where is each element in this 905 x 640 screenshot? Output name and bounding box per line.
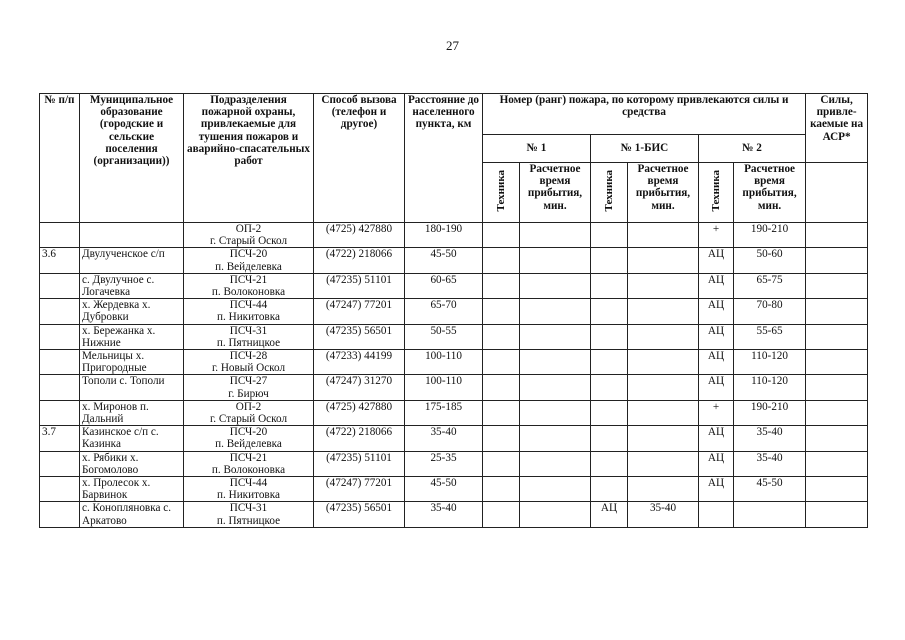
page-number: 27 (446, 38, 459, 53)
header-asr: Силы, привле-каемые на АСР* (806, 94, 868, 163)
unit-name: ПСЧ-44 (229, 299, 268, 312)
unit-name: ПСЧ-21 (229, 273, 268, 286)
row-tech-1 (483, 350, 520, 375)
row-tech-2: АЦ (699, 426, 734, 451)
header-time-1bis: Расчетное время прибытия, мин. (628, 163, 699, 223)
row-tech-1bis (591, 273, 628, 298)
row-time-1bis (628, 451, 699, 476)
header-asr-blank (806, 163, 868, 223)
header-municipality: Муниципальное образование (городские и сельские поселения (организации)) (80, 94, 184, 223)
unit-location: п. Вейделевка (215, 260, 282, 273)
row-time-1 (520, 248, 591, 273)
header-tech-2: Техника (699, 163, 734, 223)
row-tech-1bis (591, 248, 628, 273)
row-time-1 (520, 273, 591, 298)
unit-name: ПСЧ-21 (229, 451, 268, 464)
header-unit: Подразделения пожарной охраны, привлекаемые для тушения пожаров и аварийно-спасательных работ (184, 94, 314, 223)
row-tech-1 (483, 502, 520, 527)
unit-name: ПСЧ-31 (229, 324, 268, 337)
row-distance: 175-185 (405, 400, 483, 425)
row-time-1 (520, 375, 591, 400)
row-municipality: х. Пролесок х. Барвинок (80, 477, 184, 502)
row-tech-1 (483, 299, 520, 324)
table-row (40, 248, 868, 273)
row-distance: 100-110 (405, 375, 483, 400)
row-tech-1 (483, 223, 520, 248)
row-unit (184, 477, 314, 502)
row-asr (806, 375, 868, 400)
unit-location: п. Волоконовка (211, 463, 286, 476)
unit-name: ПСЧ-31 (229, 502, 268, 515)
row-tech-1bis (591, 451, 628, 476)
header-tech-1: Техника (483, 163, 520, 223)
row-time-2: 190-210 (734, 223, 806, 248)
row-time-1 (520, 400, 591, 425)
row-asr (806, 273, 868, 298)
row-municipality: Мельницы х. Пригородные (80, 350, 184, 375)
row-tech-1bis (591, 350, 628, 375)
row-asr (806, 248, 868, 273)
row-asr (806, 223, 868, 248)
row-time-2: 50-60 (734, 248, 806, 273)
row-time-2: 110-120 (734, 375, 806, 400)
row-time-1bis (628, 273, 699, 298)
row-time-1 (520, 299, 591, 324)
row-tech-2: АЦ (699, 350, 734, 375)
unit-location: г. Старый Оскол (209, 235, 288, 248)
row-tech-1bis (591, 375, 628, 400)
row-tech-2: АЦ (699, 248, 734, 273)
row-time-2: 110-120 (734, 350, 806, 375)
row-asr (806, 350, 868, 375)
row-distance: 60-65 (405, 273, 483, 298)
unit-location: г. Бирюч (228, 387, 269, 400)
table-row (40, 477, 868, 502)
table-row (40, 400, 868, 425)
row-tech-2: АЦ (699, 451, 734, 476)
row-tech-2: АЦ (699, 273, 734, 298)
header-tech-1bis: Техника (591, 163, 628, 223)
row-unit (184, 248, 314, 273)
row-tech-2: + (699, 400, 734, 425)
row-unit (184, 502, 314, 527)
unit-location: г. Новый Оскол (211, 362, 286, 375)
row-time-1bis: 35-40 (628, 502, 699, 527)
row-time-1bis (628, 324, 699, 349)
table-row (40, 451, 868, 476)
row-tech-2 (699, 502, 734, 527)
header-num: № п/п (40, 94, 80, 223)
row-unit (184, 375, 314, 400)
row-phone: (4725) 427880 (314, 223, 405, 248)
row-time-1bis (628, 375, 699, 400)
unit-location: п. Вейделевка (215, 438, 282, 451)
row-asr (806, 477, 868, 502)
row-municipality: с. Двулучное с. Логачевка (80, 273, 184, 298)
row-time-2: 35-40 (734, 451, 806, 476)
row-unit (184, 400, 314, 425)
unit-name: ПСЧ-27 (229, 375, 268, 388)
row-time-1 (520, 324, 591, 349)
row-tech-2: АЦ (699, 477, 734, 502)
header-time-2: Расчетное время прибытия, мин. (734, 163, 806, 223)
row-unit (184, 273, 314, 298)
row-distance: 45-50 (405, 248, 483, 273)
row-asr (806, 400, 868, 425)
row-tech-1 (483, 426, 520, 451)
table-body (40, 223, 868, 528)
unit-name: ОП-2 (235, 223, 262, 235)
table-row (40, 350, 868, 375)
row-unit (184, 451, 314, 476)
row-time-1 (520, 477, 591, 502)
row-phone: (47235) 56501 (314, 502, 405, 527)
row-tech-2: АЦ (699, 375, 734, 400)
table-row (40, 426, 868, 451)
row-num: 3.7 (40, 426, 80, 451)
header-time-1: Расчетное время прибытия, мин. (520, 163, 591, 223)
row-municipality: х. Жердевка х. Дубровки (80, 299, 184, 324)
row-time-1 (520, 350, 591, 375)
row-tech-1 (483, 400, 520, 425)
row-municipality: х. Миронов п. Дальний (80, 400, 184, 425)
row-num (40, 400, 80, 425)
unit-name: ПСЧ-20 (229, 248, 268, 261)
row-municipality (80, 223, 184, 248)
row-phone: (47247) 77201 (314, 477, 405, 502)
header-distance: Расстояние до населенного пункта, км (405, 94, 483, 223)
row-time-2 (734, 502, 806, 527)
row-phone: (4722) 218066 (314, 426, 405, 451)
row-num: 3.6 (40, 248, 80, 273)
table-row (40, 375, 868, 400)
row-unit (184, 350, 314, 375)
row-time-1bis (628, 248, 699, 273)
table-row (40, 502, 868, 527)
unit-location: п. Пятницкое (216, 336, 281, 349)
table-row (40, 299, 868, 324)
row-phone: (47235) 51101 (314, 451, 405, 476)
row-distance: 50-55 (405, 324, 483, 349)
row-time-1bis (628, 426, 699, 451)
header-rank-1: № 1 (483, 135, 591, 163)
table-row (40, 324, 868, 349)
row-time-1 (520, 426, 591, 451)
row-asr (806, 451, 868, 476)
row-time-1 (520, 451, 591, 476)
row-tech-1bis (591, 477, 628, 502)
row-distance: 25-35 (405, 451, 483, 476)
row-tech-1 (483, 477, 520, 502)
header-call: Способ вызова (телефон и другое) (314, 94, 405, 223)
row-phone: (4722) 218066 (314, 248, 405, 273)
row-distance: 65-70 (405, 299, 483, 324)
row-distance: 100-110 (405, 350, 483, 375)
row-time-2: 45-50 (734, 477, 806, 502)
row-phone: (47235) 56501 (314, 324, 405, 349)
row-time-2: 70-80 (734, 299, 806, 324)
row-asr (806, 502, 868, 527)
unit-location: п. Никитовка (217, 311, 280, 324)
row-time-1 (520, 223, 591, 248)
row-municipality: х. Бережанка х. Нижние (80, 324, 184, 349)
row-tech-1 (483, 375, 520, 400)
unit-location: г. Старый Оскол (209, 413, 288, 426)
row-distance: 35-40 (405, 502, 483, 527)
row-phone: (47247) 31270 (314, 375, 405, 400)
row-municipality: с. Конопляновка с. Аркатово (80, 502, 184, 527)
row-num (40, 273, 80, 298)
table-row (40, 273, 868, 298)
header-rank-1bis: № 1-БИС (591, 135, 699, 163)
row-time-1bis (628, 400, 699, 425)
row-unit (184, 299, 314, 324)
row-time-2: 35-40 (734, 426, 806, 451)
row-unit (184, 223, 314, 248)
row-tech-2: АЦ (699, 324, 734, 349)
row-tech-1 (483, 248, 520, 273)
row-num (40, 223, 80, 248)
row-phone: (4725) 427880 (314, 400, 405, 425)
row-tech-1 (483, 324, 520, 349)
row-tech-1bis (591, 324, 628, 349)
row-municipality: Тополи с. Тополи (80, 375, 184, 400)
row-time-2: 65-75 (734, 273, 806, 298)
row-time-1bis (628, 299, 699, 324)
header-rank: Номер (ранг) пожара, по которому привлекаются силы и средства (483, 94, 806, 135)
row-tech-2: + (699, 223, 734, 248)
row-time-1bis (628, 477, 699, 502)
row-num (40, 375, 80, 400)
row-asr (806, 426, 868, 451)
unit-name: ПСЧ-20 (229, 426, 268, 439)
row-num (40, 299, 80, 324)
header-rank-2: № 2 (699, 135, 806, 163)
row-distance: 180-190 (405, 223, 483, 248)
unit-name: ПСЧ-44 (229, 477, 268, 490)
row-municipality: Двулученское с/п (80, 248, 184, 273)
row-tech-1 (483, 451, 520, 476)
row-num (40, 502, 80, 527)
row-tech-1bis (591, 299, 628, 324)
row-municipality: Казинское с/п с. Казинка (80, 426, 184, 451)
forces-table (39, 93, 868, 528)
row-tech-1bis (591, 400, 628, 425)
unit-location: п. Волоконовка (211, 286, 286, 299)
row-municipality: х. Рябики х. Богомолово (80, 451, 184, 476)
row-time-1bis (628, 223, 699, 248)
row-distance: 45-50 (405, 477, 483, 502)
unit-name: ОП-2 (235, 400, 262, 413)
row-distance: 35-40 (405, 426, 483, 451)
row-tech-1bis (591, 426, 628, 451)
row-asr (806, 324, 868, 349)
row-time-1bis (628, 350, 699, 375)
row-num (40, 350, 80, 375)
row-tech-1bis (591, 223, 628, 248)
row-asr (806, 299, 868, 324)
unit-name: ПСЧ-28 (229, 350, 268, 363)
row-phone: (47247) 77201 (314, 299, 405, 324)
row-time-2: 190-210 (734, 400, 806, 425)
row-num (40, 324, 80, 349)
row-time-1 (520, 502, 591, 527)
row-phone: (47235) 51101 (314, 273, 405, 298)
row-unit (184, 426, 314, 451)
row-num (40, 477, 80, 502)
row-time-2: 55-65 (734, 324, 806, 349)
unit-location: п. Пятницкое (216, 514, 281, 527)
table-row (40, 223, 868, 248)
row-unit (184, 324, 314, 349)
unit-location: п. Никитовка (217, 489, 280, 502)
row-tech-2: АЦ (699, 299, 734, 324)
row-tech-1 (483, 273, 520, 298)
row-phone: (47233) 44199 (314, 350, 405, 375)
row-num (40, 451, 80, 476)
row-tech-1bis: АЦ (591, 502, 628, 527)
